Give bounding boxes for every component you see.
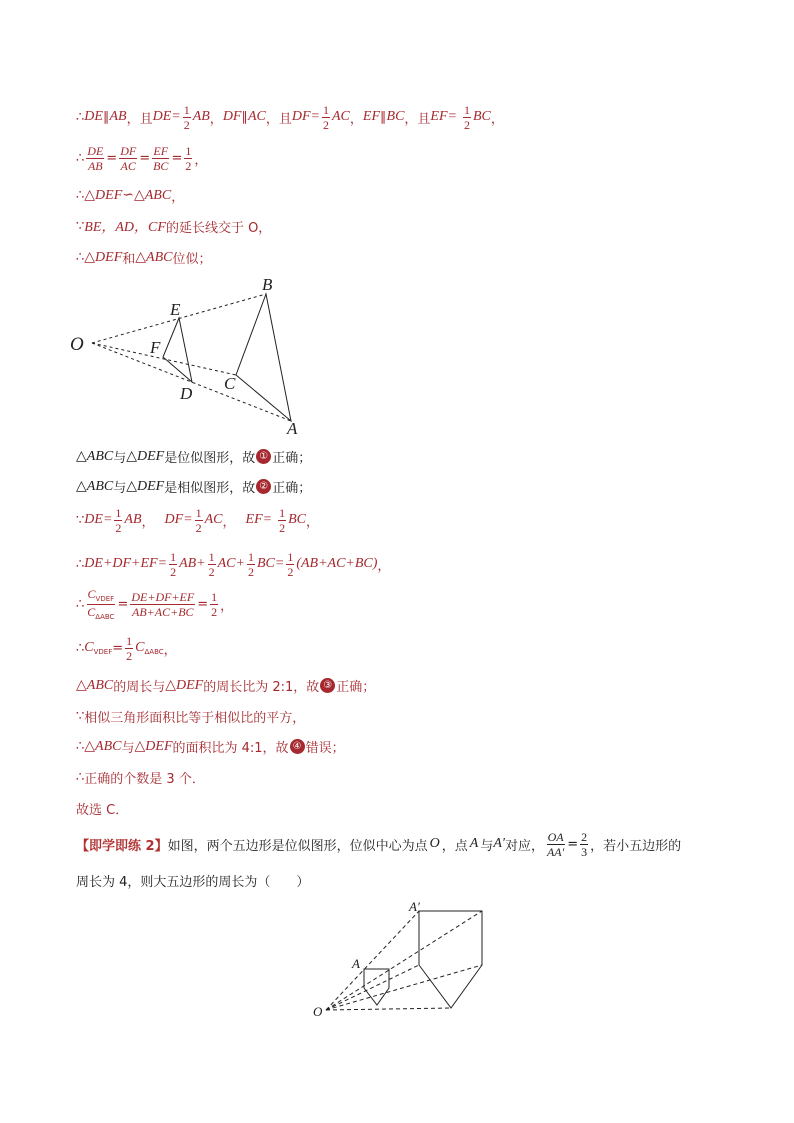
similar-statement: △DEF∽△ABC xyxy=(84,187,172,203)
text-and: ，且 xyxy=(404,111,431,127)
line-conclusion-4 xyxy=(76,734,345,758)
because-symbol: ∵ xyxy=(76,708,85,724)
parallel-symbol: ∥ xyxy=(241,109,248,125)
frac-denominator: 2 xyxy=(279,520,286,535)
frac-numerator: 1 xyxy=(183,102,190,117)
frac-denominator: 2 xyxy=(247,564,254,579)
frac-numerator: 1 xyxy=(323,102,329,117)
therefore-symbol: ∴ xyxy=(76,738,85,754)
point-a: A xyxy=(469,836,479,851)
line-half-sides xyxy=(76,505,319,535)
frac-denominator xyxy=(86,605,115,621)
text-with: 与 xyxy=(113,480,127,496)
c-symbol: C xyxy=(87,604,96,619)
frac-denominator: 2 xyxy=(287,564,294,579)
comma: ， xyxy=(220,598,234,614)
problem-text: ，点 xyxy=(441,838,468,854)
perimeter-abc xyxy=(135,640,164,656)
frac-numerator: 1 xyxy=(185,143,192,158)
frac-denominator: 2 xyxy=(463,117,470,132)
segments-list: BE，AD，CF xyxy=(84,220,166,235)
fraction-half xyxy=(247,551,255,578)
dashed-ray-oa-prime xyxy=(326,911,419,1010)
frac-numerator xyxy=(87,588,116,605)
problem-text: 对应， xyxy=(504,838,544,854)
label-a-prime: A′ xyxy=(409,899,420,914)
frac-numerator: 1 xyxy=(126,633,133,648)
dashed-ray-bottom xyxy=(326,1008,451,1010)
problem-statement xyxy=(76,829,682,859)
equals-sign: = xyxy=(171,150,183,166)
triangle-def: △DEF xyxy=(84,249,123,265)
subscript-def: VDEF xyxy=(95,594,115,603)
c-symbol: C xyxy=(87,586,96,601)
frac-denominator: 2 xyxy=(208,564,215,579)
subscript-def: VDEF xyxy=(93,648,113,656)
equals-sign: = xyxy=(112,640,124,656)
frac-denominator: 2 xyxy=(170,564,177,579)
triangle-abc: △ABC xyxy=(76,478,114,494)
frac-denominator: 2 xyxy=(115,520,122,535)
homothetic-text: 位似； xyxy=(172,251,212,267)
frac-denominator: AB xyxy=(87,158,103,173)
frac-numerator: 1 xyxy=(463,102,470,117)
fraction-half xyxy=(114,507,122,534)
frac-denominator: AA′ xyxy=(546,844,565,859)
segment-bc: BC xyxy=(386,109,405,124)
comma: ， xyxy=(377,558,391,574)
comma: ， xyxy=(222,514,236,530)
eq-ef: EF= xyxy=(430,109,457,124)
small-pentagon xyxy=(364,969,389,1005)
fraction-half xyxy=(322,104,330,131)
frac-denominator: 2 xyxy=(195,520,202,535)
conclusion-text: 是相似图形，故 xyxy=(164,480,256,496)
frac-denominator: 2 xyxy=(323,117,329,132)
line-similar xyxy=(76,183,184,207)
frac-denominator: 3 xyxy=(581,844,588,859)
count-text: 正确的个数是 3 个． xyxy=(84,771,205,787)
frac-denominator: AC xyxy=(120,158,136,173)
triangle-def: △DEF xyxy=(165,677,204,693)
segment-ac: AC xyxy=(204,512,223,527)
comma: ， xyxy=(349,111,363,127)
frac-numerator: 1 xyxy=(247,549,254,564)
conclusion-text: 是位似图形，故 xyxy=(164,450,256,466)
area-rule-text: 相似三角形面积比等于相似比的平方， xyxy=(84,710,306,726)
frac-denominator: 2 xyxy=(185,158,192,173)
line-conclusion-2 xyxy=(76,474,311,498)
fraction-half xyxy=(210,591,218,618)
extension-text: 的延长线交于 O， xyxy=(165,220,272,236)
frac-denominator: AB+AC+BC xyxy=(132,604,194,619)
triangle-def: △DEF xyxy=(134,738,173,754)
problem-question xyxy=(76,868,309,892)
fraction-sums xyxy=(130,591,195,618)
label-o: O xyxy=(70,334,84,355)
frac-numerator: 1 xyxy=(115,505,122,520)
line-homothetic xyxy=(76,245,212,269)
triangle-abc: △ABC xyxy=(84,738,122,754)
fraction-oa-aa xyxy=(546,831,565,858)
comma: ， xyxy=(490,111,504,127)
segment-bc: BC xyxy=(472,109,491,124)
term-ab: AB+ xyxy=(179,556,206,571)
circled-number-2: ② xyxy=(256,479,271,494)
dashed-ray-mid-left xyxy=(326,965,419,1010)
equals-sign: = xyxy=(197,596,209,612)
line-perimeter-sum xyxy=(76,549,391,579)
large-pentagon xyxy=(419,911,482,1008)
triangle-abc: △ABC xyxy=(76,448,114,464)
parallel-symbol: ∥ xyxy=(380,109,387,125)
comma: ， xyxy=(141,514,155,530)
eq-de: DE= xyxy=(84,512,113,527)
equals-sign: = xyxy=(139,150,151,166)
line-extensions-meet xyxy=(76,214,271,238)
parallel-symbol: ∥ xyxy=(102,109,110,125)
segment-ab: AB xyxy=(124,512,142,527)
therefore-symbol: ∴ xyxy=(76,596,85,612)
frac-numerator: EF xyxy=(153,143,169,158)
problem-text: 如图，两个五边形是位似图形，位似中心为点 xyxy=(167,838,428,854)
fraction-de-ab xyxy=(86,145,104,172)
frac-numerator: 1 xyxy=(279,505,286,520)
frac-numerator: OA xyxy=(547,829,564,844)
dashed-ray-upper-right xyxy=(326,911,482,1010)
label-a: A xyxy=(352,956,360,971)
point-a-prime: A′ xyxy=(493,836,505,851)
circled-number-1: ① xyxy=(256,449,271,464)
label-f: F xyxy=(150,338,161,357)
problem-label: 【即学即练 2】 xyxy=(76,838,168,854)
line-answer xyxy=(76,796,128,820)
therefore-symbol: ∴ xyxy=(76,249,85,265)
frac-numerator: DE+DF+EF xyxy=(131,589,195,604)
problem-text: 与 xyxy=(480,838,494,854)
frac-numerator: 1 xyxy=(170,549,177,564)
line-area-rule xyxy=(76,704,305,728)
comma: ， xyxy=(209,111,223,127)
frac-numerator: DE xyxy=(87,143,104,158)
fraction-half xyxy=(195,507,203,534)
because-symbol: ∵ xyxy=(76,512,85,528)
label-d: D xyxy=(180,384,193,403)
correct-text: 正确； xyxy=(272,480,312,496)
fraction-half xyxy=(463,104,471,131)
frac-numerator: 1 xyxy=(208,549,215,564)
fraction-half xyxy=(169,551,177,578)
comma: ， xyxy=(305,514,319,530)
perimeter-def xyxy=(84,640,112,656)
subscript-abc: ΔABC xyxy=(144,648,164,656)
dashed-ray-oc xyxy=(92,343,236,375)
frac-denominator: 2 xyxy=(126,648,133,663)
line-ratio-equality xyxy=(76,143,208,173)
fraction-two-thirds xyxy=(580,831,588,858)
segment-ac: AC xyxy=(247,109,266,124)
figure-homothetic-pentagons xyxy=(305,895,505,1025)
triangle-abc-shape xyxy=(236,294,291,421)
fraction-half xyxy=(286,551,294,578)
line-conclusion-3 xyxy=(76,673,375,697)
therefore-symbol: ∴ xyxy=(76,150,85,166)
problem-text: ，若小五边形的 xyxy=(590,838,682,854)
perimeter-parenthesis: (AB+AC+BC) xyxy=(296,556,378,571)
eq-de: DE= xyxy=(152,109,181,124)
sum-expression: DE+DF+EF= xyxy=(84,556,168,571)
frac-numerator: 1 xyxy=(211,589,218,604)
wrong-text: 错误； xyxy=(305,740,345,756)
label-b: B xyxy=(262,275,273,294)
frac-denominator: BC xyxy=(153,158,169,173)
frac-numerator: 2 xyxy=(581,829,588,844)
eq-df: DF= xyxy=(291,109,320,124)
fraction-half xyxy=(183,104,191,131)
therefore-symbol: ∴ xyxy=(76,109,85,125)
label-c: C xyxy=(224,374,236,393)
fraction-half xyxy=(184,145,192,172)
fraction-half xyxy=(278,507,286,534)
area-ratio-text: 的面积比为 4:1，故 xyxy=(172,740,289,756)
frac-numerator: 1 xyxy=(195,505,202,520)
text-with: 与 xyxy=(113,450,127,466)
text-and: ，且 xyxy=(265,111,292,127)
triangle-abc: △ABC xyxy=(76,677,114,693)
segment-ab: AB xyxy=(192,109,210,124)
triangle-def: △DEF xyxy=(126,448,165,464)
subscript-abc: ΔABC xyxy=(95,612,115,621)
fraction-half xyxy=(208,551,216,578)
correct-text: 正确； xyxy=(272,450,312,466)
therefore-symbol: ∴ xyxy=(76,556,85,572)
text-with: 与 xyxy=(121,740,135,756)
line-conclusion-1 xyxy=(76,444,311,468)
therefore-symbol: ∴ xyxy=(76,187,85,203)
segment-ac: AC xyxy=(332,109,350,124)
fraction-perimeters xyxy=(86,588,115,621)
frac-denominator: 2 xyxy=(183,117,190,132)
point-o: O xyxy=(429,836,440,851)
text-and: ，且 xyxy=(126,111,153,127)
perimeter-text: 的周长与 xyxy=(113,679,166,695)
term-bc: BC= xyxy=(256,556,285,571)
segment-ef: EF xyxy=(362,109,381,124)
comma: ， xyxy=(163,642,177,658)
text-and: 和 xyxy=(122,251,136,267)
segment-df: DF xyxy=(222,109,242,124)
figure-homothetic-triangles xyxy=(60,270,320,440)
answer-text: 故选 C． xyxy=(76,802,129,818)
correct-text: 正确； xyxy=(336,679,376,695)
frac-denominator: 2 xyxy=(211,604,218,619)
triangle-def: △DEF xyxy=(126,478,165,494)
fraction-ef-bc xyxy=(152,145,169,172)
because-symbol: ∵ xyxy=(76,218,85,234)
circled-number-3: ③ xyxy=(320,678,335,693)
label-a: A xyxy=(287,419,298,438)
term-ac: AC+ xyxy=(217,556,245,571)
triangle-abc: △ABC xyxy=(135,249,173,265)
comma: ， xyxy=(194,152,208,168)
label-o: O xyxy=(313,1004,323,1019)
frac-numerator: 1 xyxy=(287,549,294,564)
fraction-df-ac xyxy=(119,145,137,172)
therefore-symbol: ∴ xyxy=(76,769,85,785)
line-parallel-halves xyxy=(76,102,504,132)
segment-de: DE xyxy=(84,109,103,124)
problem-question-text: 周长为 4，则大五边形的周长为（ ） xyxy=(76,874,310,890)
segment-bc: BC xyxy=(288,512,306,527)
line-perimeter-half xyxy=(76,633,177,663)
line-count xyxy=(76,765,205,789)
label-e: E xyxy=(170,300,181,319)
comma: ， xyxy=(171,189,185,205)
eq-ef: EF= xyxy=(245,512,273,527)
circled-number-4: ④ xyxy=(290,739,305,754)
c-symbol: C xyxy=(84,640,94,655)
equals-sign: = xyxy=(106,150,118,166)
equals-sign: = xyxy=(117,596,129,612)
equals-sign: = xyxy=(567,836,579,852)
c-symbol: C xyxy=(135,640,145,655)
fraction-half xyxy=(125,635,133,662)
eq-df: DF= xyxy=(164,512,193,527)
ratio-text: 的周长比为 2:1，故 xyxy=(203,679,320,695)
therefore-symbol: ∴ xyxy=(76,640,85,656)
frac-numerator: DF xyxy=(120,143,137,158)
segment-ab: AB xyxy=(109,109,127,124)
